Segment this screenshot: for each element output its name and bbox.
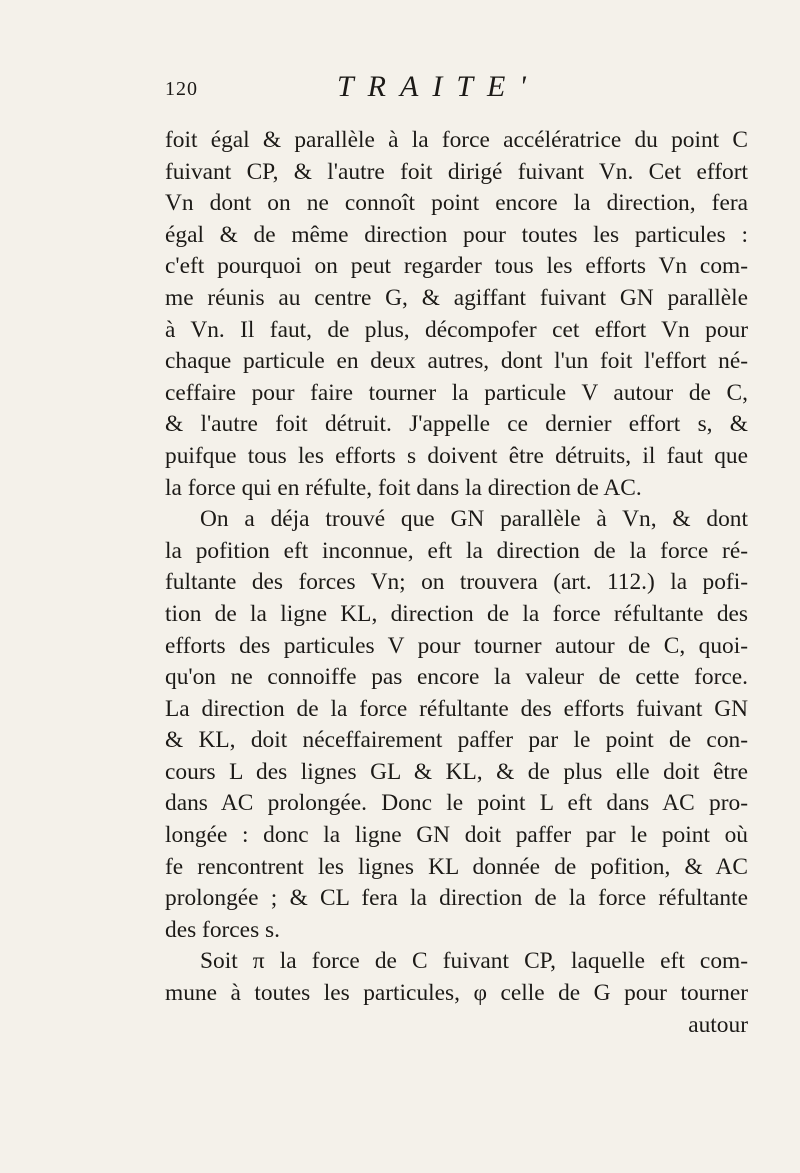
text-line: Vn dont on ne connoît point encore la direction, fera bbox=[165, 190, 748, 217]
text-line: La direction de la force réfultante des efforts fuivant GN bbox=[165, 695, 748, 722]
text-line: à Vn. Il faut, de plus, décompofer cet effort Vn pour bbox=[165, 316, 748, 343]
text-line: autour bbox=[688, 1011, 748, 1038]
text-line: mune à toutes les particules, φ celle de G pour tourner bbox=[165, 980, 748, 1007]
text-line: des forces s. bbox=[165, 916, 280, 943]
text-line: On a déja trouvé que GN parallèle à Vn, & dont bbox=[200, 506, 748, 533]
text-line: longée : donc la ligne GN doit paffer par le point où bbox=[165, 822, 748, 849]
body-text bbox=[165, 125, 748, 1041]
text-line: foit égal & parallèle à la force accélératrice du point C bbox=[165, 127, 748, 153]
text-line: fultante des forces Vn; on trouvera (art. 112.) la pofi- bbox=[165, 569, 748, 596]
text-line: & l'autre foit détruit. J'appelle ce dernier effort s, & bbox=[165, 411, 748, 438]
text-line: me réunis au centre G, & agiffant fuivant GN parallèle bbox=[165, 284, 748, 311]
text-line: cours L des lignes GL & KL, & de plus elle doit être bbox=[165, 758, 748, 785]
page-header bbox=[165, 70, 745, 110]
text-line: égal & de même direction pour toutes les particules : bbox=[165, 221, 748, 248]
text-line: qu'on ne connoiffe pas encore la valeur de cette force. bbox=[165, 664, 748, 691]
text-line: ceffaire pour faire tourner la particule V autour de C, bbox=[165, 379, 748, 406]
text-line: la force qui en réfulte, foit dans la direction de AC. bbox=[165, 474, 642, 501]
text-line: c'eft pourquoi on peut regarder tous les efforts Vn com- bbox=[165, 253, 748, 280]
running-title: TRAITE' bbox=[337, 70, 540, 103]
text-line: fe rencontrent les lignes KL donnée de pofition, & AC bbox=[165, 853, 748, 880]
text-line: puifque tous les efforts s doivent être détruits, il faut que bbox=[165, 442, 748, 469]
text-line: la pofition eft inconnue, eft la direction de la force ré- bbox=[165, 537, 748, 564]
page-number: 120 bbox=[165, 78, 198, 100]
text-line: dans AC prolongée. Donc le point L eft dans AC pro- bbox=[165, 790, 748, 817]
text-line: & KL, doit néceffairement paffer par le point de con- bbox=[165, 727, 748, 754]
text-line: prolongée ; & CL fera la direction de la force réfultante bbox=[165, 885, 748, 912]
text-line: fuivant CP, & l'autre foit dirigé fuivant Vn. Cet effort bbox=[165, 158, 748, 185]
text-line: chaque particule en deux autres, dont l'un foit l'effort né- bbox=[165, 348, 748, 375]
text-line: efforts des particules V pour tourner autour de C, quoi- bbox=[165, 632, 748, 659]
text-line: tion de la ligne KL, direction de la force réfultante des bbox=[165, 600, 748, 627]
text-line: Soit π la force de C fuivant CP, laquelle eft com- bbox=[200, 948, 748, 975]
